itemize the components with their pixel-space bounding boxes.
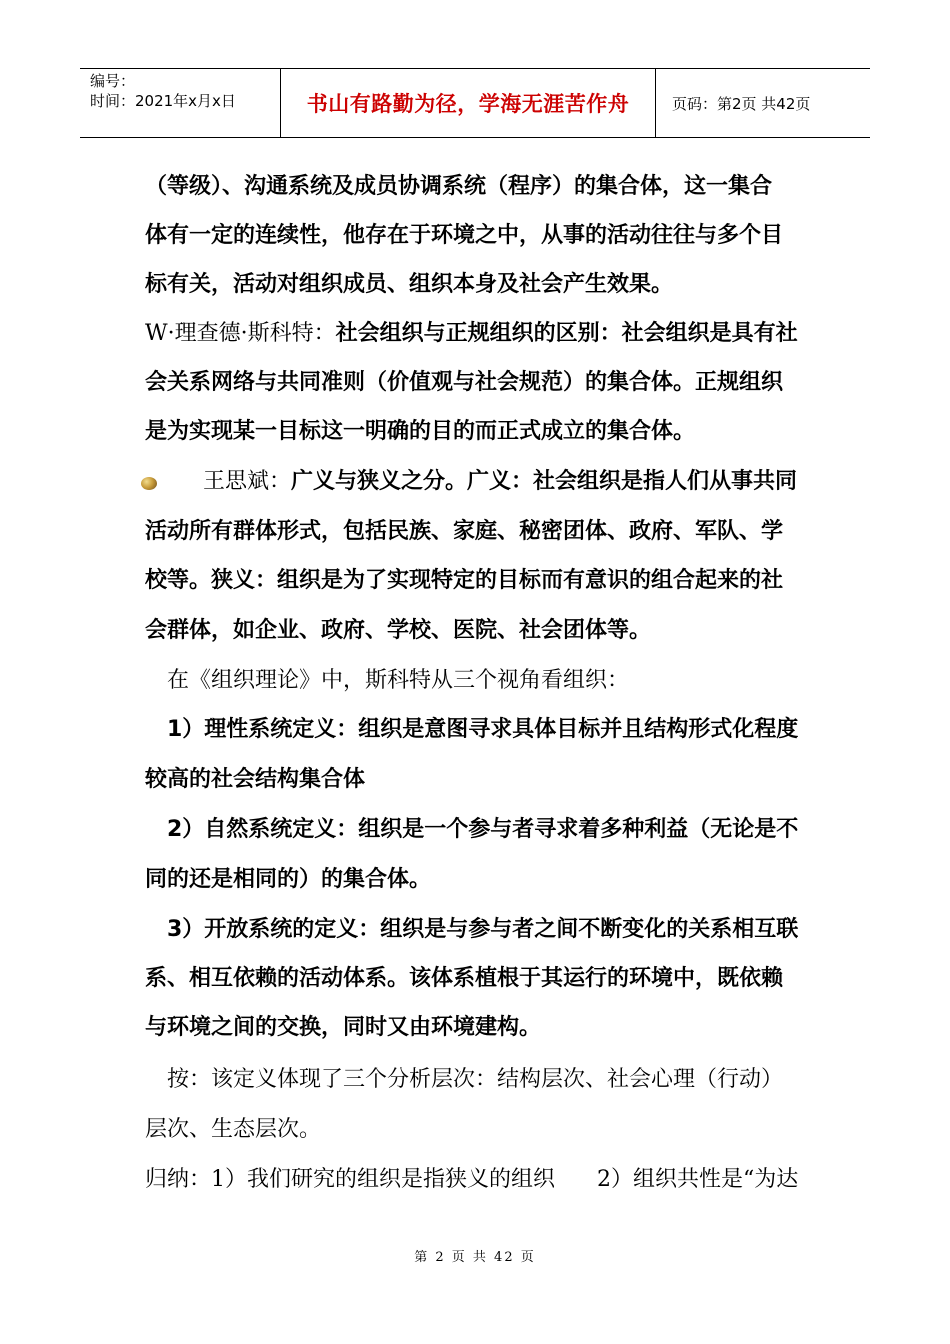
definition-natural-line: 2）自然系统定义：组织是一个参与者寻求着多种利益（无论是不 xyxy=(167,817,799,842)
note-line: 按：该定义体现了三个分析层次：结构层次、社会心理（行动） xyxy=(167,1067,784,1092)
summary-line: 归纳：1）我们研究的组织是指狭义的组织 2）组织共性是“为达 xyxy=(145,1167,799,1192)
body-line: 系、相互依赖的活动体系。该体系植根于其运行的环境中，既依赖 xyxy=(145,966,784,991)
definition-open-line: 3）开放系统的定义：组织是与参与者之间不断变化的关系相互联 xyxy=(167,917,799,942)
body-line: 活动所有群体形式，包括民族、家庭、秘密团体、政府、军队、学 xyxy=(145,519,784,544)
body-line: 会关系网络与共同准则（价值观与社会规范）的集合体。正规组织 xyxy=(145,370,784,395)
body-line: 同的还是相同的）的集合体。 xyxy=(145,867,432,892)
body-line: 是为实现某一目标这一明确的目的而正式成立的集合体。 xyxy=(145,419,696,444)
body-line: 与环境之间的交换，同时又由环境建构。 xyxy=(145,1015,542,1040)
header-motto: 书山有路勤为径，学海无涯苦作舟 xyxy=(280,69,656,137)
page-info-text: 页码：第2页 共42页 xyxy=(672,94,811,113)
body-line: 较高的社会结构集合体 xyxy=(145,767,366,792)
body-line: 层次、生态层次。 xyxy=(145,1117,322,1142)
date-label: 时间：2021年x月x日 xyxy=(90,92,236,110)
body-text: 社会组织与正规组织的区别：社会组织是具有社 xyxy=(335,321,798,346)
page-header xyxy=(80,68,870,138)
header-page-info xyxy=(664,69,870,137)
body-line: （等级）、沟通系统及成员协调系统（程序）的集合体，这一集合 xyxy=(145,174,773,199)
body-text: 广义与狭义之分。广义：社会组织是指人们从事共同 xyxy=(291,469,798,494)
body-line: 体有一定的连续性，他存在于环境之中，从事的活动往往与多个目 xyxy=(145,223,784,248)
serial-label: 编号： xyxy=(90,72,136,90)
body-line: 标有关，活动对组织成员、组织本身及社会产生效果。 xyxy=(145,272,674,297)
body-line: 校等。狭义：组织是为了实现特定的目标而有意识的组合起来的社 xyxy=(145,568,784,593)
bullet-icon xyxy=(141,477,157,490)
author-wang: 王思斌： xyxy=(203,469,292,494)
definition-rational-line: 1）理性系统定义：组织是意图寻求具体目标并且结构形式化程度 xyxy=(167,717,799,742)
body-line: 会群体，如企业、政府、学校、医院、社会团体等。 xyxy=(145,618,652,643)
body-line: 在《组织理论》中，斯科特从三个视角看组织： xyxy=(167,668,630,693)
author-scott: W·理查德·斯科特： xyxy=(145,321,336,346)
header-meta xyxy=(90,71,286,111)
wang-paragraph-first-line xyxy=(203,467,797,497)
page-footer: 第 2 页 共 42 页 xyxy=(414,1250,536,1265)
scott-paragraph-first-line xyxy=(145,319,798,349)
